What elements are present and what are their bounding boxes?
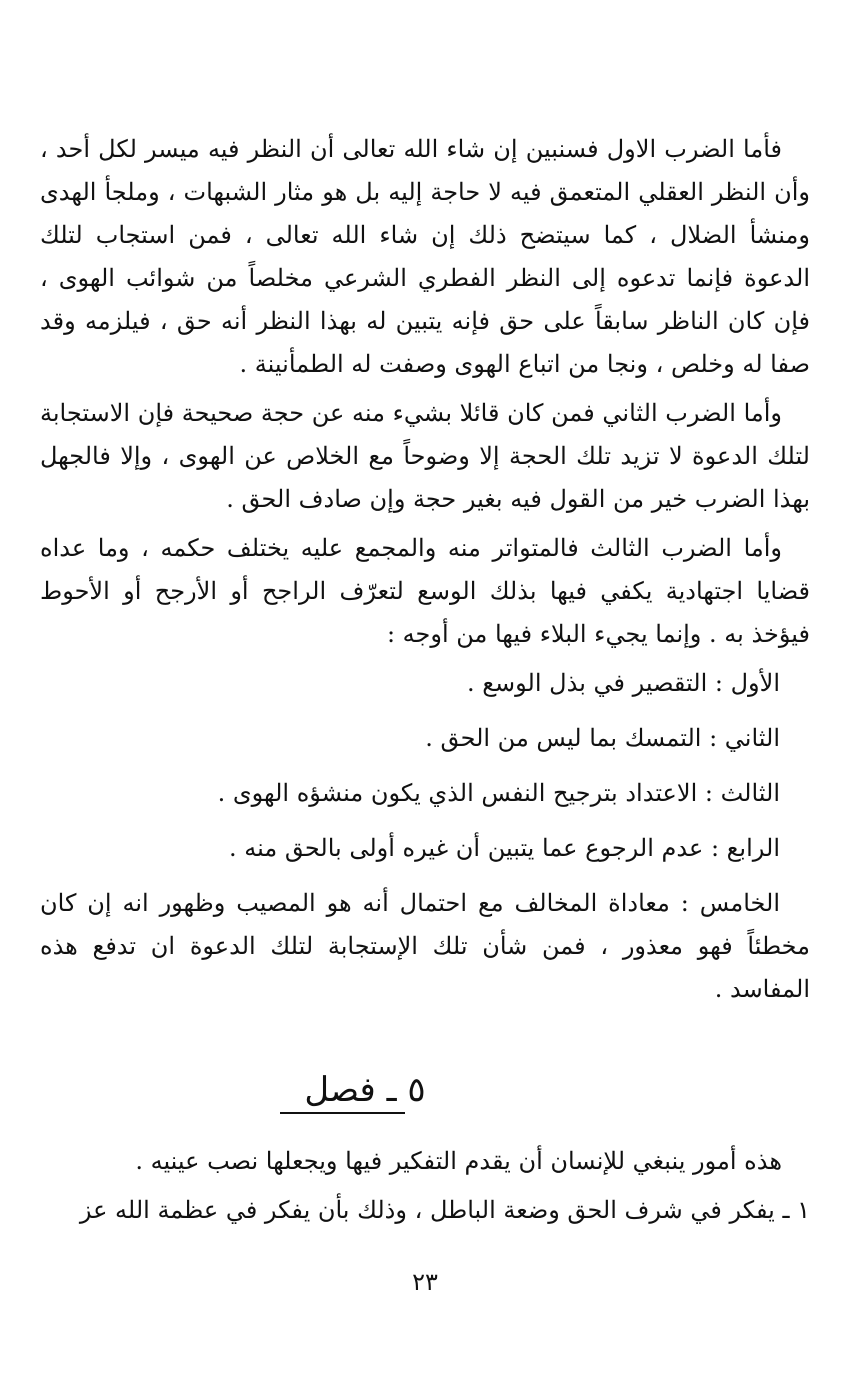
paragraph-third-type: وأما الضرب الثالث فالمتواتر منه والمجمع عليه يختلف حكمه ، وما عداه قضايا اجتهادية يكفي فيها بذلك الوسع لتعرّف الراجح أو الأرجح أو الأحوط فيؤخذ به . وإنما يجيء البلاء فيها من أوجه : xyxy=(40,534,811,648)
section-intro: هذه أمور ينبغي للإنسان أن يقدم التفكير فيها ويجعلها نصب عينيه . xyxy=(135,1147,782,1175)
section-body xyxy=(40,1140,810,1238)
section-heading xyxy=(270,1070,460,1130)
list-item-fourth: الرابع : عدم الرجوع عما يتبين أن غيره أولى بالحق منه . xyxy=(229,834,780,862)
list-item-second: الثاني : التمسك بما ليس من الحق . xyxy=(425,724,780,752)
paragraph-second-type: وأما الضرب الثاني فمن كان قائلا بشيء منه عن حجة صحيحة فإن الاستجابة لتلك الدعوة لا تزيد تلك الحجة إلا وضوحاً مع الخلاص عن الهوى ، وإلا فالجهل بهذا الضرب خير من القول فيه بغير حجة وإن صادف الحق . xyxy=(40,399,810,513)
section-item-1: ١ ـ يفكر في شرف الحق وضعة الباطل ، وذلك بأن يفكر في عظمة الله عز xyxy=(79,1196,810,1224)
list-item-third: الثالث : الاعتداد بترجيح النفس الذي يكون منشؤه الهوى . xyxy=(217,779,780,807)
page-number: ٢٣ xyxy=(412,1268,438,1296)
list-item-first: الأول : التقصير في بذل الوسع . xyxy=(467,669,780,697)
section-heading-text: ٥ ـ فصل xyxy=(304,1070,426,1110)
list-item-fifth: الخامس : معاداة المخالف مع احتمال أنه هو المصيب وظهور انه إن كان مخطئاً فهو معذور ، فمن شأن تلك الإستجابة لتلك الدعوة ان تدفع هذه المفاسد . xyxy=(40,889,810,1003)
heading-flourish xyxy=(280,1112,405,1114)
main-text xyxy=(40,128,810,1023)
paragraph-first-type: فأما الضرب الاول فسنبين إن شاء الله تعالى أن النظر فيه ميسر لكل أحد ، وأن النظر العقلي المتعمق فيه لا حاجة إليه بل هو مثار الشبهات ، وملجأ الهدى ومنشأ الضلال ، كما سيتضح ذلك إن شاء الله تعالى ، فمن استجاب لتلك الدعوة فإنما تدعوه إلى النظر الفطري الشرعي مخلصاً من شوائب الهوى ، فإن كان الناظر سابقاً على حق فإنه يتبين له بهذا النظر أنه حق ، فيلزمه وقد صفا له وخلص ، ونجا من اتباع الهوى وصفت له الطمأنينة . xyxy=(40,135,810,378)
